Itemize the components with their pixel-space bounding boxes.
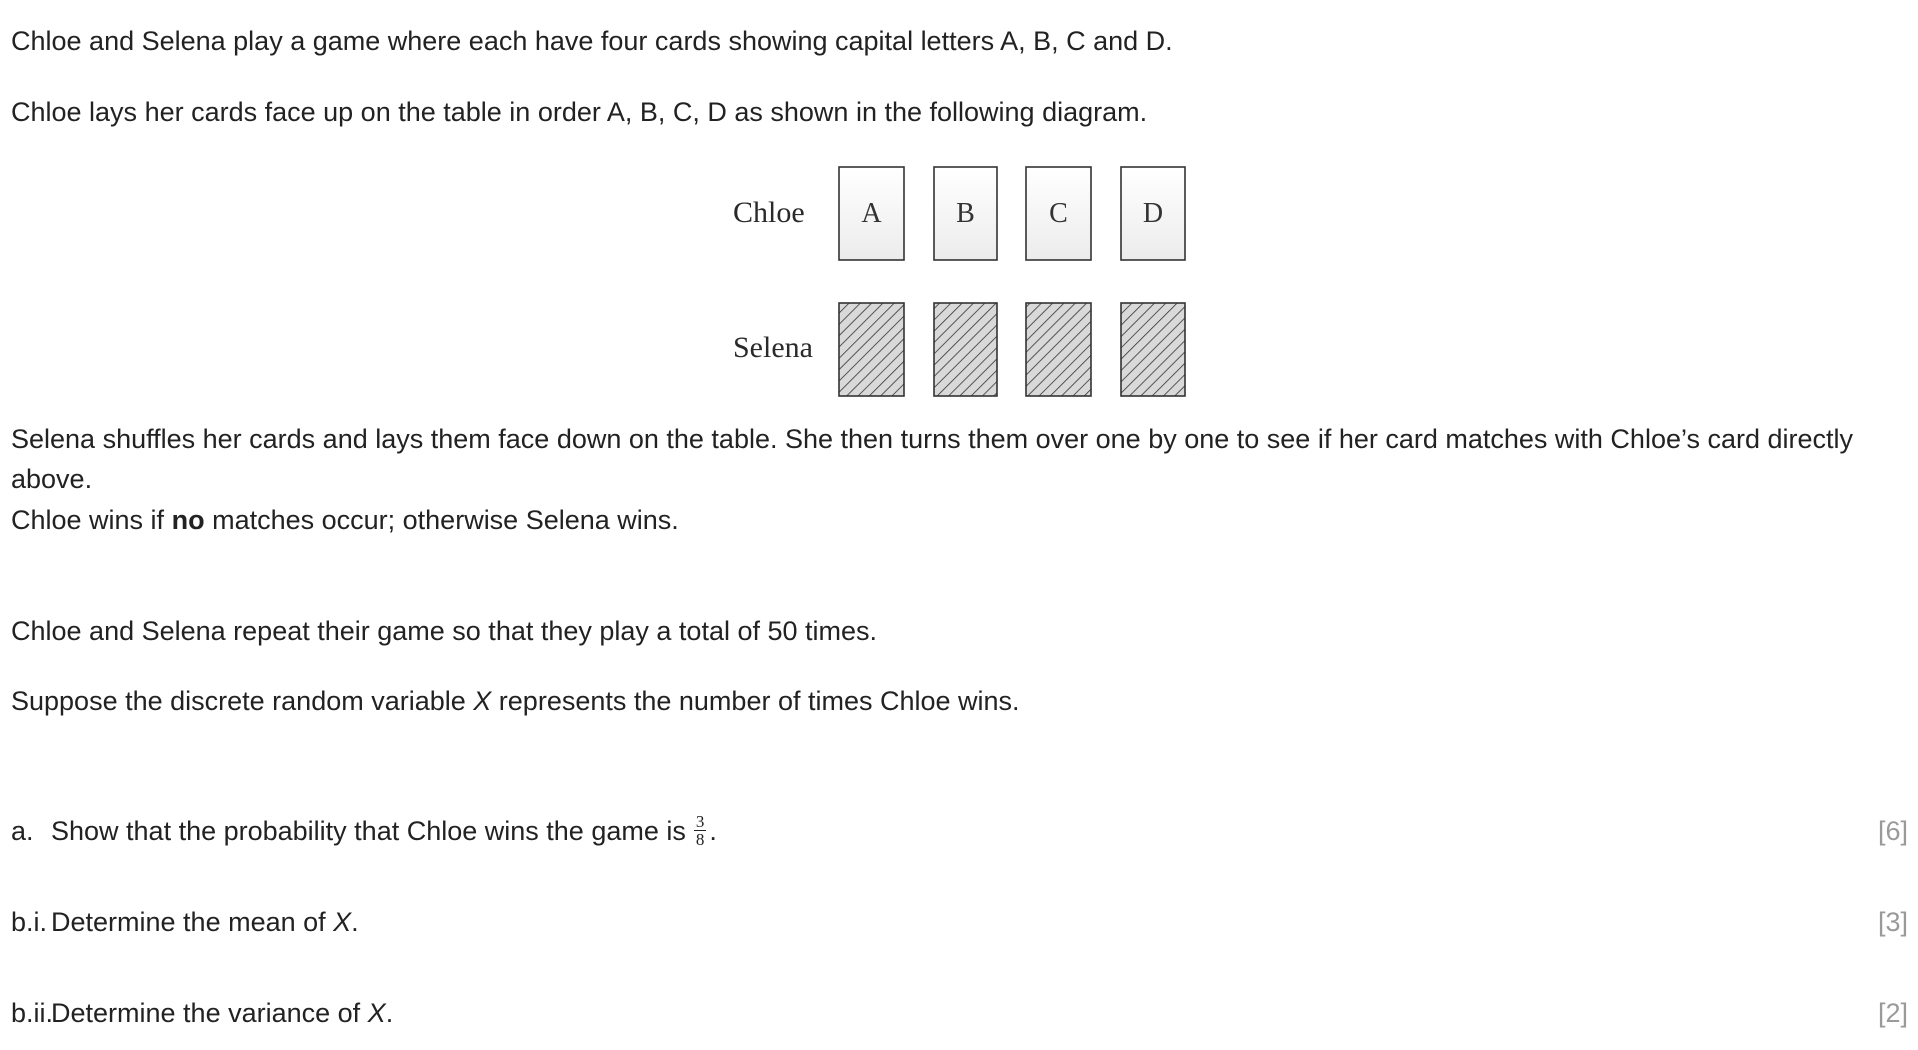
- question-a: [11, 805, 1908, 857]
- random-variable-start: Suppose the discrete random variable: [11, 686, 474, 716]
- question-b-ii-prompt: Determine the variance of: [51, 998, 368, 1028]
- card-letter-b: B: [956, 198, 975, 229]
- chloe-card-d: [1121, 167, 1185, 260]
- selena-card-face-down-4: [1121, 303, 1185, 396]
- question-b-ii-variable: X: [367, 998, 386, 1028]
- selena-card-face-down-2: [934, 303, 997, 396]
- chloe-card-a: [839, 167, 904, 260]
- fraction-denominator: 8: [695, 830, 705, 850]
- question-b-ii-label: b.ii.: [11, 998, 54, 1028]
- fraction-numerator: 3: [695, 812, 705, 832]
- repeat-paragraph: Chloe and Selena repeat their game so that they play a total of 50 times.: [11, 616, 878, 646]
- question-a-prompt: Show that the probability that Chloe wins the game is: [51, 816, 686, 846]
- question-b-i: [11, 896, 1908, 948]
- random-variable-end: represents the number of times Chloe wins.: [491, 686, 1020, 716]
- question-a-text: [51, 805, 717, 857]
- random-variable-paragraph: [11, 681, 1020, 721]
- intro-paragraph-2: Chloe lays her cards face up on the table in order A, B, C, D as shown in the following diagram.: [11, 97, 1148, 127]
- card-diagram: [720, 160, 1200, 410]
- chloe-row-label: Chloe: [733, 196, 805, 229]
- card-letter-c: C: [1049, 198, 1068, 229]
- chloe-card-b: [934, 167, 997, 260]
- question-b-i-marks: [3]: [1877, 907, 1908, 937]
- question-b-i-label: b.i.: [11, 907, 48, 937]
- question-a-marks: [6]: [1877, 816, 1908, 846]
- question-b-i-tail: .: [351, 907, 359, 937]
- win-condition: [11, 500, 679, 540]
- win-condition-end: matches occur; otherwise Selena wins.: [204, 505, 679, 535]
- win-condition-emphasis: no: [171, 505, 205, 535]
- question-a-label: a.: [11, 816, 34, 846]
- win-condition-start: Chloe wins if: [11, 505, 172, 535]
- fraction-three-eighths: [694, 813, 707, 848]
- rules-paragraph: Selena shuffles her cards and lays them face down on the table. She then turns them over one by one to see if her card matches with Chloe’s card directly above.: [11, 424, 1854, 494]
- question-b-i-variable: X: [333, 907, 352, 937]
- card-letter-a: A: [861, 198, 882, 229]
- chloe-card-c: [1026, 167, 1091, 260]
- intro-paragraph-1: Chloe and Selena play a game where each have four cards showing capital letters A, B, C and D.: [11, 26, 1173, 56]
- question-b-i-prompt: Determine the mean of: [51, 907, 334, 937]
- question-b-ii: [11, 987, 1908, 1039]
- card-diagram-svg: [720, 160, 1200, 410]
- card-letter-d: D: [1142, 198, 1164, 229]
- question-a-tail: .: [709, 816, 717, 846]
- variable-x: X: [473, 686, 492, 716]
- question-b-ii-marks: [2]: [1877, 998, 1908, 1028]
- question-b-ii-text: [51, 987, 393, 1039]
- selena-card-face-down-3: [1026, 303, 1091, 396]
- question-b-i-text: [51, 896, 359, 948]
- selena-card-face-down-1: [839, 303, 904, 396]
- question-b-ii-tail: .: [385, 998, 394, 1028]
- selena-row-label: Selena: [733, 331, 813, 364]
